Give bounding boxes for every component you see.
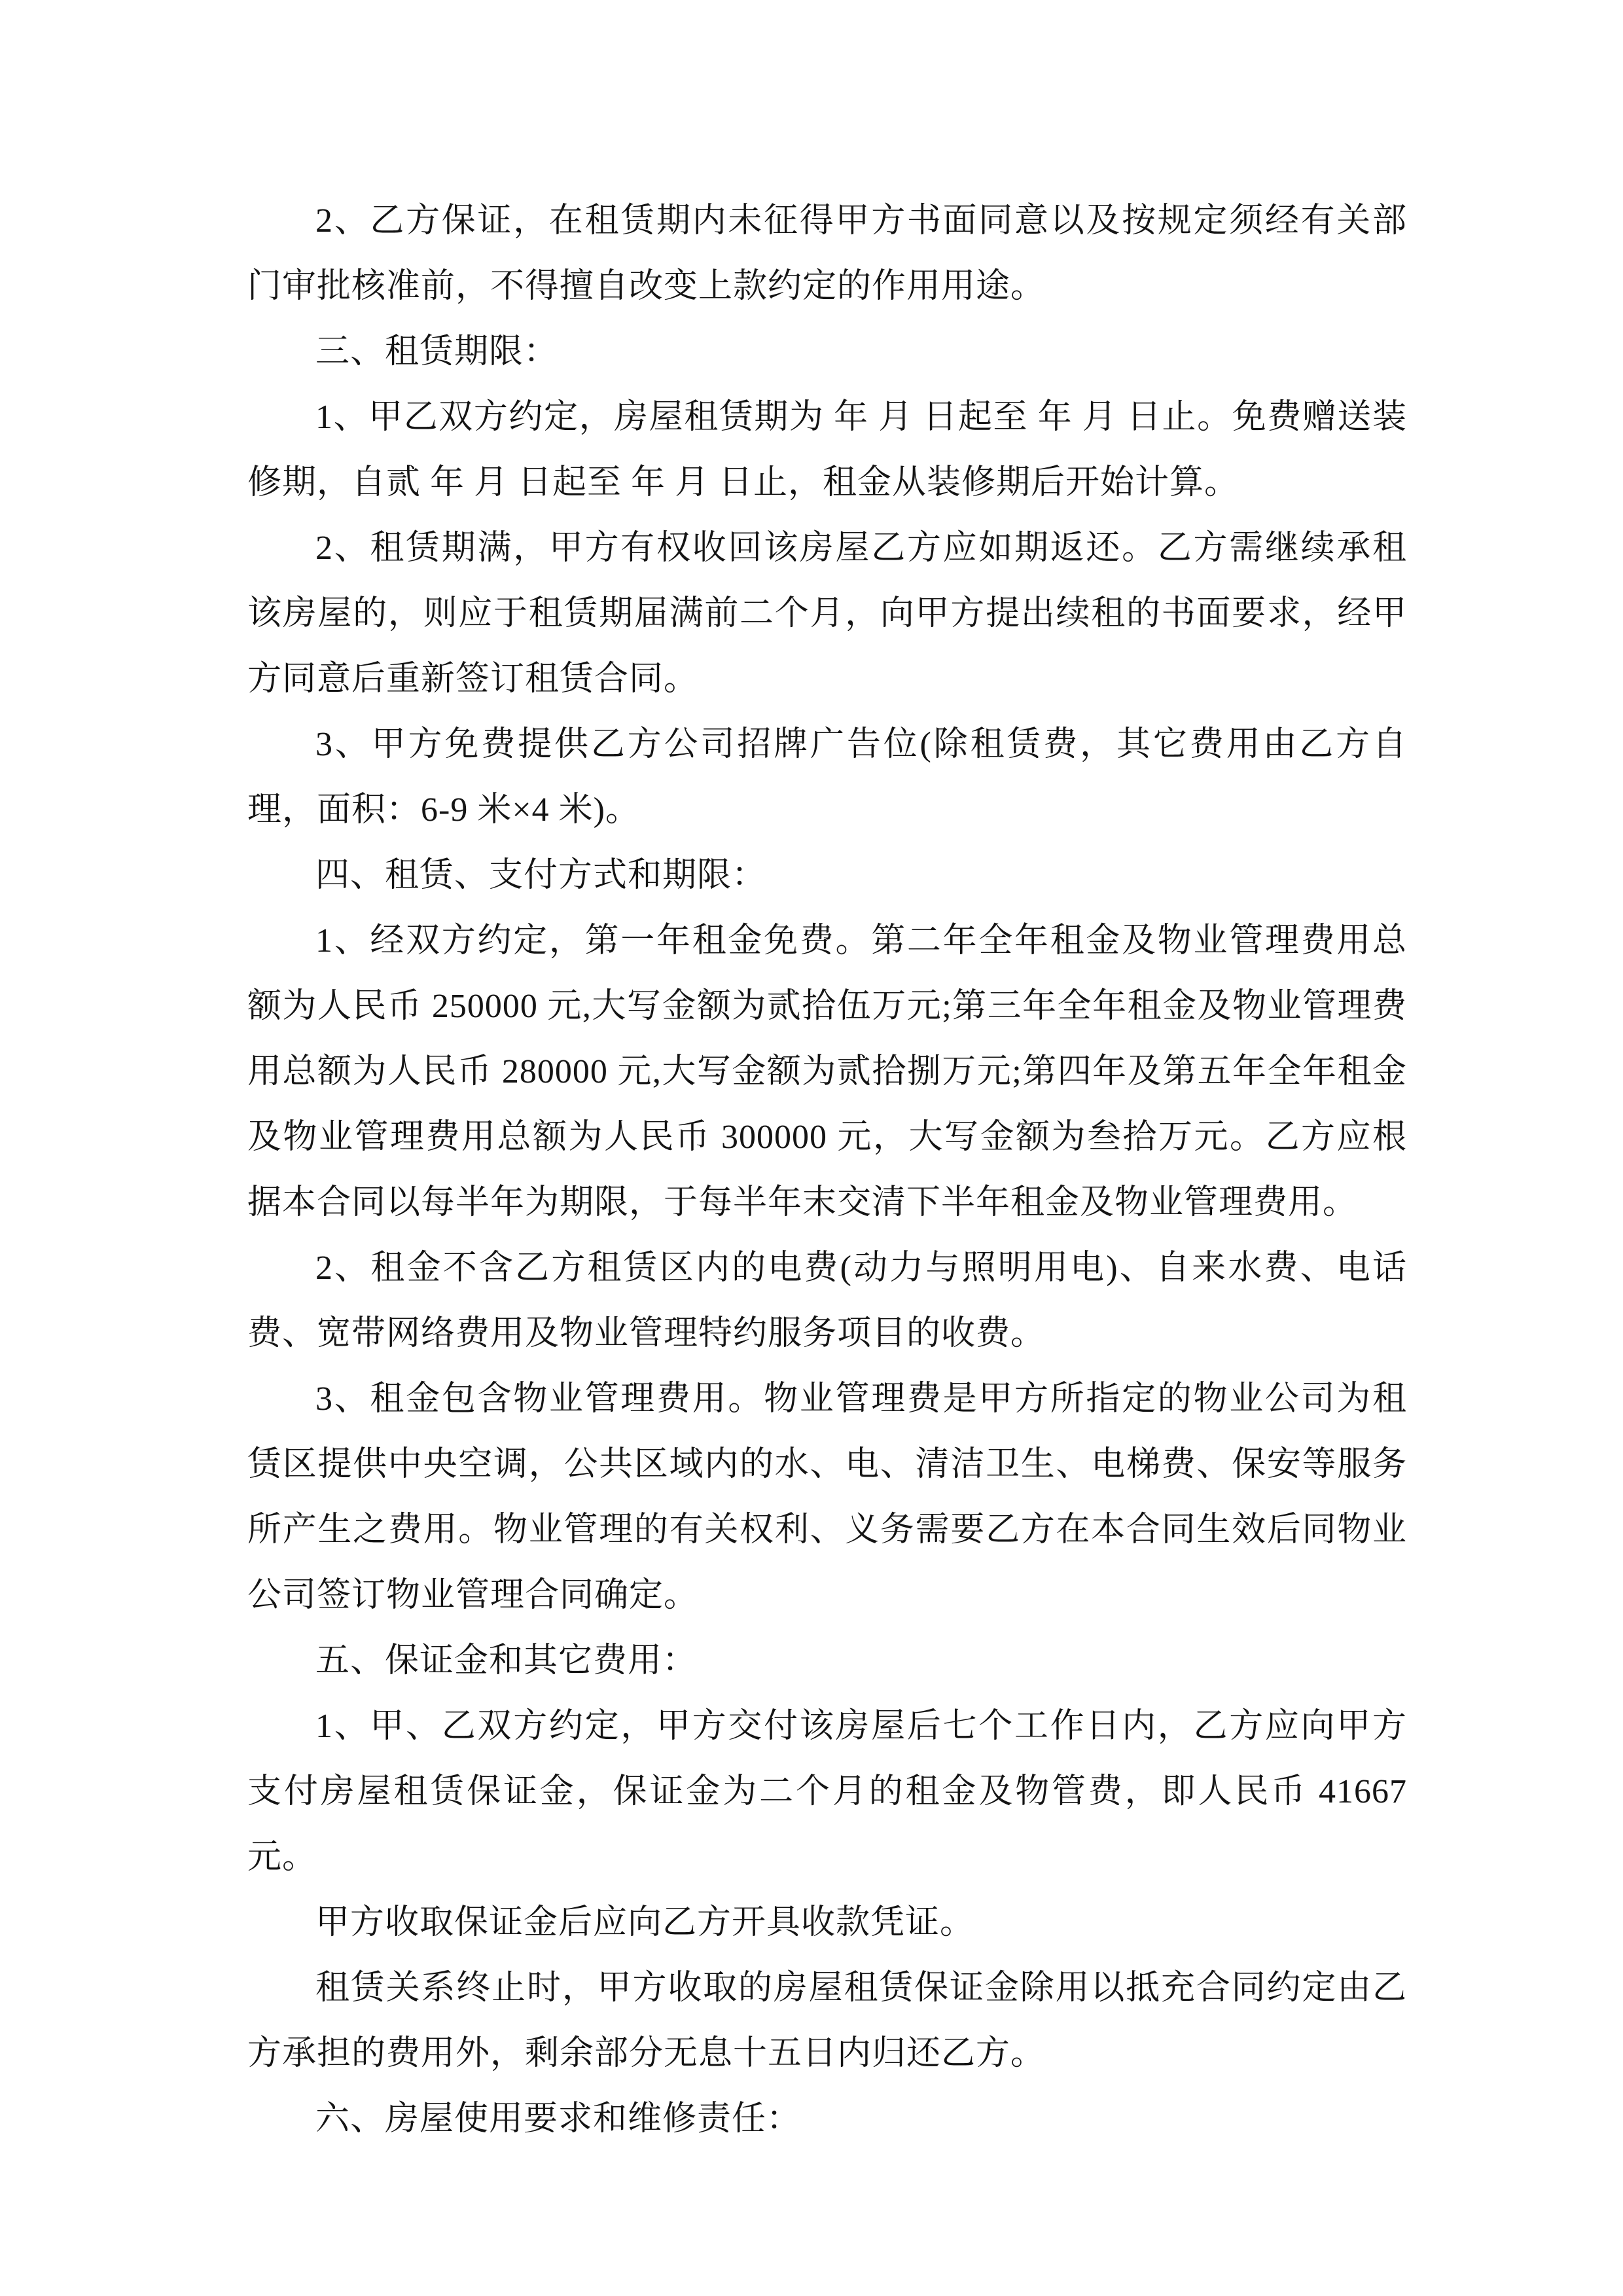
section-heading-deposit-fees: 五、保证金和其它费用： [315,1642,698,1679]
clause-rent-amounts: 1、经双方约定，第一年租金免费。第二年全年租金及物业管理费用总额为人民币 250000 元,大写金额为贰拾伍万元;第三年全年租金及物业管理费用总额为人民币 280000 元,大写金额为贰拾捌万元;第四年及第五年全年租金及物业管理费用总额为人民币 300000 元，大写金额为叁拾万元。乙方应根据本合同以每半年为期限，于每半年末交清下半年租金及物业管理费用。 [247,922,1407,1221]
clause-lease-expiry-renewal: 2、租赁期满，甲方有权收回该房屋乙方应如期返还。乙方需继续承租该房屋的，则应于租赁期届满前二个月，向甲方提出续租的书面要求，经甲方同意后重新签订租赁合同。 [247,529,1407,698]
clause-rent-exclusions: 2、租金不含乙方租赁区内的电费(动力与照明用电)、自来水费、电话费、宽带网络费用及物业管理特约服务项目的收费。 [247,1249,1407,1352]
section-heading-lease-term: 三、租赁期限： [315,333,559,370]
clause-signboard-ad-space: 3、甲方免费提供乙方公司招牌广告位(除租赁费，其它费用由乙方自理，面积：6-9 米×4 米)。 [247,726,1407,829]
clause-deposit-return: 租赁关系终止时，甲方收取的房屋租赁保证金除用以抵充合同约定由乙方承担的费用外，剩余部分无息十五日内归还乙方。 [247,1969,1407,2072]
section-heading-rent-payment: 四、租赁、支付方式和期限： [315,857,767,894]
clause-lease-term-dates: 1、甲乙双方约定，房屋租赁期为 年 月 日起至 年 月 日止。免费赠送装修期，自贰 年 月 日起至 年 月 日止，租金从装修期后开始计算。 [247,399,1407,501]
clause-deposit-receipt: 甲方收取保证金后应向乙方开具收款凭证。 [315,1904,975,1941]
clause-deposit-payment: 1、甲、乙双方约定，甲方交付该房屋后七个工作日内，乙方应向甲方支付房屋租赁保证金，保证金为二个月的租金及物管费，即人民币 41667 元。 [247,1708,1407,1876]
document-body [247,188,1407,2152]
clause-property-management-fee: 3、租金包含物业管理费用。物业管理费是甲方所指定的物业公司为租赁区提供中央空调，公共区域内的水、电、清洁卫生、电梯费、保安等服务所产生之费用。物业管理的有关权利、义务需要乙方在本合同生效后同物业公司签订物业管理合同确定。 [247,1380,1407,1614]
clause-2-party-b-guarantee: 2、乙方保证，在租赁期内未征得甲方书面同意以及按规定须经有关部门审批核准前，不得擅自改变上款约定的作用用途。 [247,202,1407,305]
section-heading-usage-maintenance: 六、房屋使用要求和维修责任： [315,2100,802,2138]
